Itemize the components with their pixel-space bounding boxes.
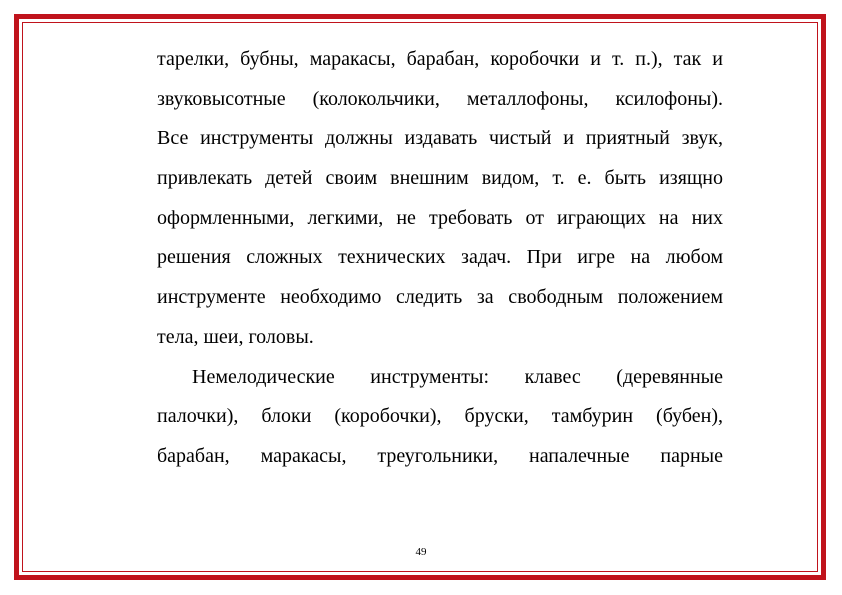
text-line: барабан, маракасы, треугольники, напалечные парные — [157, 444, 723, 467]
text-line: звуковысотные (колокольчики, металлофоны, ксилофоны). — [157, 87, 723, 110]
text-line-paragraph-start: Немелодические инструменты: клавес (деревянные — [192, 365, 723, 388]
text-line: инструменте необходимо следить за свободным положением — [157, 286, 723, 309]
text-line: тарелки, бубны, маракасы, барабан, коробочки и т. п.), так и — [157, 48, 723, 70]
text-line: оформленными, легкими, не требовать от играющих на них — [157, 206, 723, 229]
body-text — [157, 40, 723, 477]
text-line: палочки), блоки (коробочки), бруски, тамбурин (бубен), — [157, 405, 723, 428]
text-line: Все инструменты должны издавать чистый и приятный звук, — [157, 127, 723, 150]
text-line: решения сложных технических задач. При игре на любом — [157, 246, 723, 269]
page-number: 49 — [415, 546, 427, 558]
text-line: тела, шеи, головы. — [157, 325, 314, 348]
text-line: привлекать детей своим внешним видом, т. е. быть изящно — [157, 167, 723, 190]
